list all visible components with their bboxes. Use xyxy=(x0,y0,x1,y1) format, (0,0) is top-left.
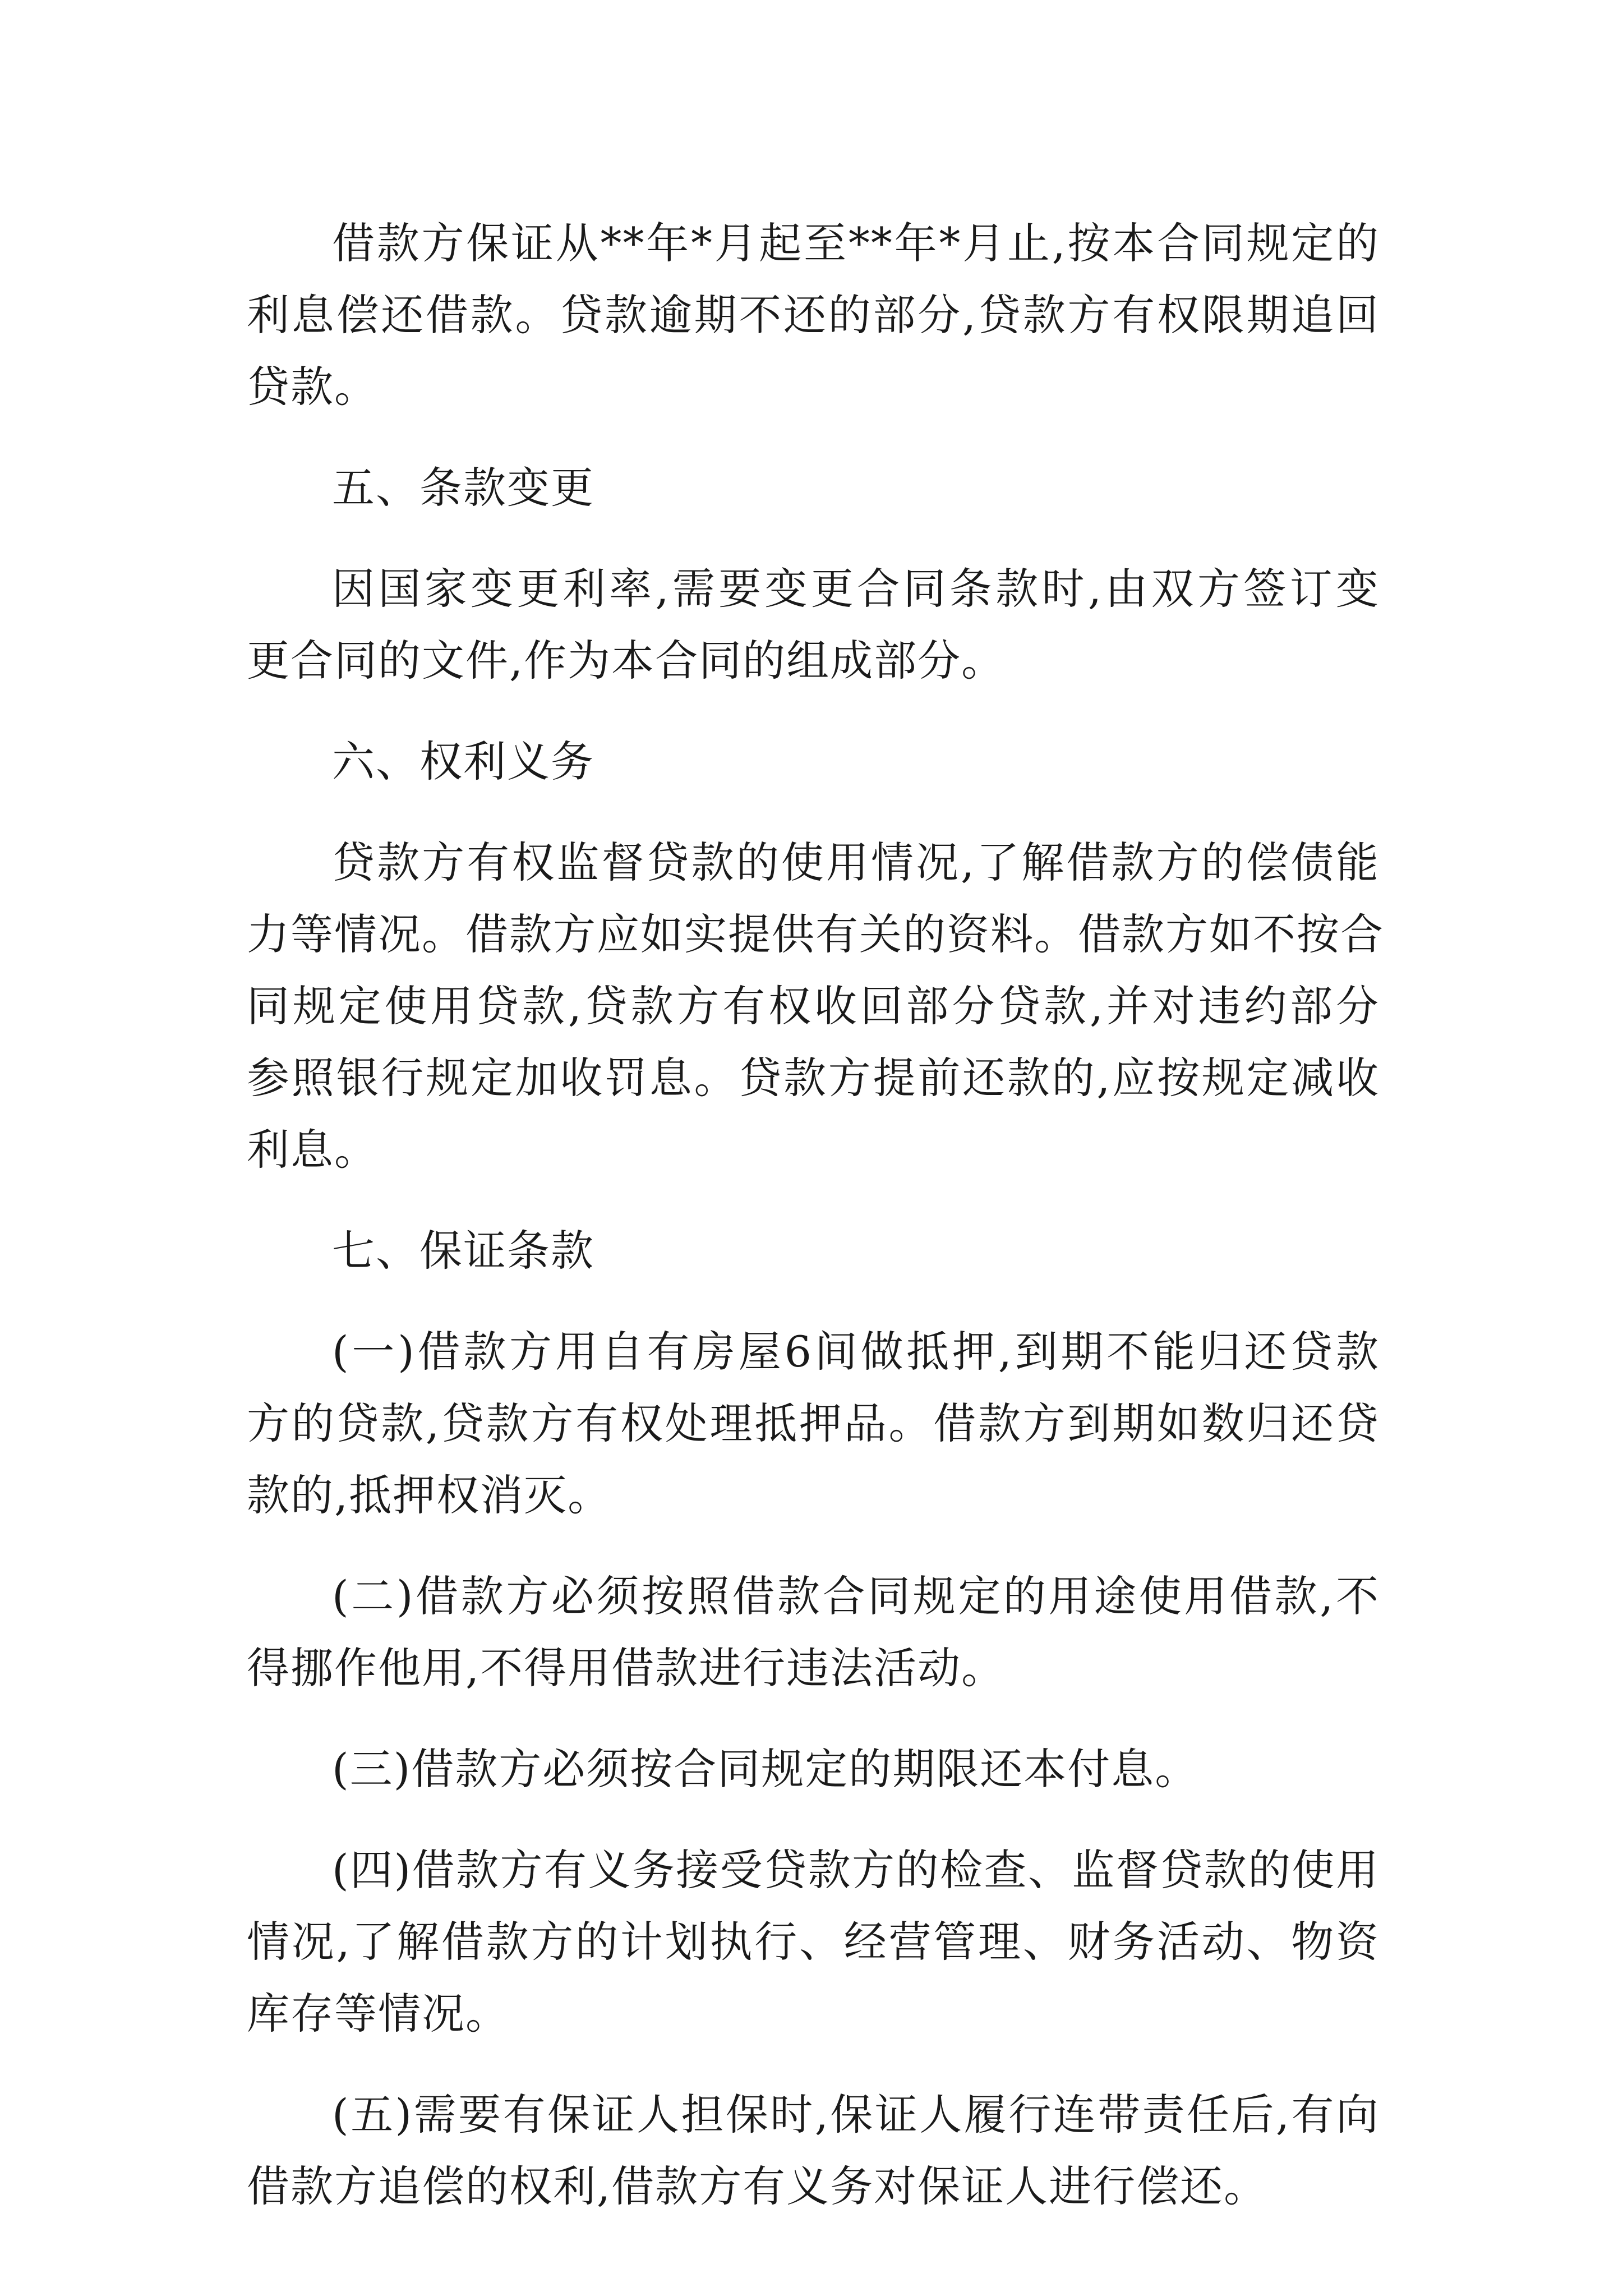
text-line: 情况,了解借款方的计划执行、经营管理、财务活动、物资 xyxy=(247,1917,1380,1967)
text-line: 借款方保证从**年*月起至**年*月止,按本合同规定的 xyxy=(332,218,1380,268)
text-line: 款的,抵押权消灭。 xyxy=(247,1470,612,1520)
text-line: 借款方追偿的权利,借款方有义务对保证人进行偿还。 xyxy=(247,2161,1268,2211)
text-line: (一)借款方用自有房屋6间做抵押,到期不能归还贷款 xyxy=(332,1327,1380,1377)
text-line: 得挪作他用,不得用借款进行违法活动。 xyxy=(247,1643,1006,1693)
heading-text: 七、保证条款 xyxy=(332,1226,594,1276)
text-line: (五)需要有保证人担保时,保证人履行连带责任后,有向 xyxy=(332,2090,1380,2139)
text-line: (二)借款方必须按照借款合同规定的用途使用借款,不 xyxy=(332,1571,1380,1621)
text-line: 参照银行规定加收罚息。贷款方提前还款的,应按规定减收 xyxy=(247,1053,1380,1103)
paragraph-repayment-clause xyxy=(247,208,1380,423)
paragraph-guarantee-3 xyxy=(247,1733,1380,1805)
text-line: 贷款方有权监督贷款的使用情况,了解借款方的偿债能 xyxy=(332,838,1380,887)
section-heading-7 xyxy=(247,1215,1380,1287)
text-line: 贷款。 xyxy=(247,362,378,412)
heading-text: 五、条款变更 xyxy=(332,463,594,513)
paragraph-guarantee-4 xyxy=(247,1834,1380,2050)
text-line: 力等情况。借款方应如实提供有关的资料。借款方如不按合 xyxy=(247,909,1384,959)
text-line: 方的贷款,贷款方有权处理抵押品。借款方到期如数归还贷 xyxy=(247,1398,1380,1448)
document-body xyxy=(247,208,1384,2252)
text-line: (三)借款方必须按合同规定的期限还本付息。 xyxy=(332,1744,1199,1794)
heading-text: 六、权利义务 xyxy=(332,737,594,786)
paragraph-guarantee-1 xyxy=(247,1316,1380,1531)
paragraph-guarantee-2 xyxy=(247,1561,1380,1704)
text-line: (四)借款方有义务接受贷款方的检查、监督贷款的使用 xyxy=(332,1845,1380,1895)
paragraph-rights-clause xyxy=(247,827,1384,1186)
paragraph-amendment-clause xyxy=(247,553,1380,697)
paragraph-guarantee-5 xyxy=(247,2079,1380,2223)
section-heading-6 xyxy=(247,726,1380,798)
section-heading-5 xyxy=(247,452,1380,524)
text-line: 库存等情况。 xyxy=(247,1989,509,2039)
text-line: 因国家变更利率,需要变更合同条款时,由双方签订变 xyxy=(332,564,1380,614)
text-line: 更合同的文件,作为本合同的组成部分。 xyxy=(247,636,1006,685)
text-line: 利息偿还借款。贷款逾期不还的部分,贷款方有权限期追回 xyxy=(247,290,1380,340)
text-line: 利息。 xyxy=(247,1125,378,1175)
text-line: 同规定使用贷款,贷款方有权收回部分贷款,并对违约部分 xyxy=(247,981,1380,1031)
